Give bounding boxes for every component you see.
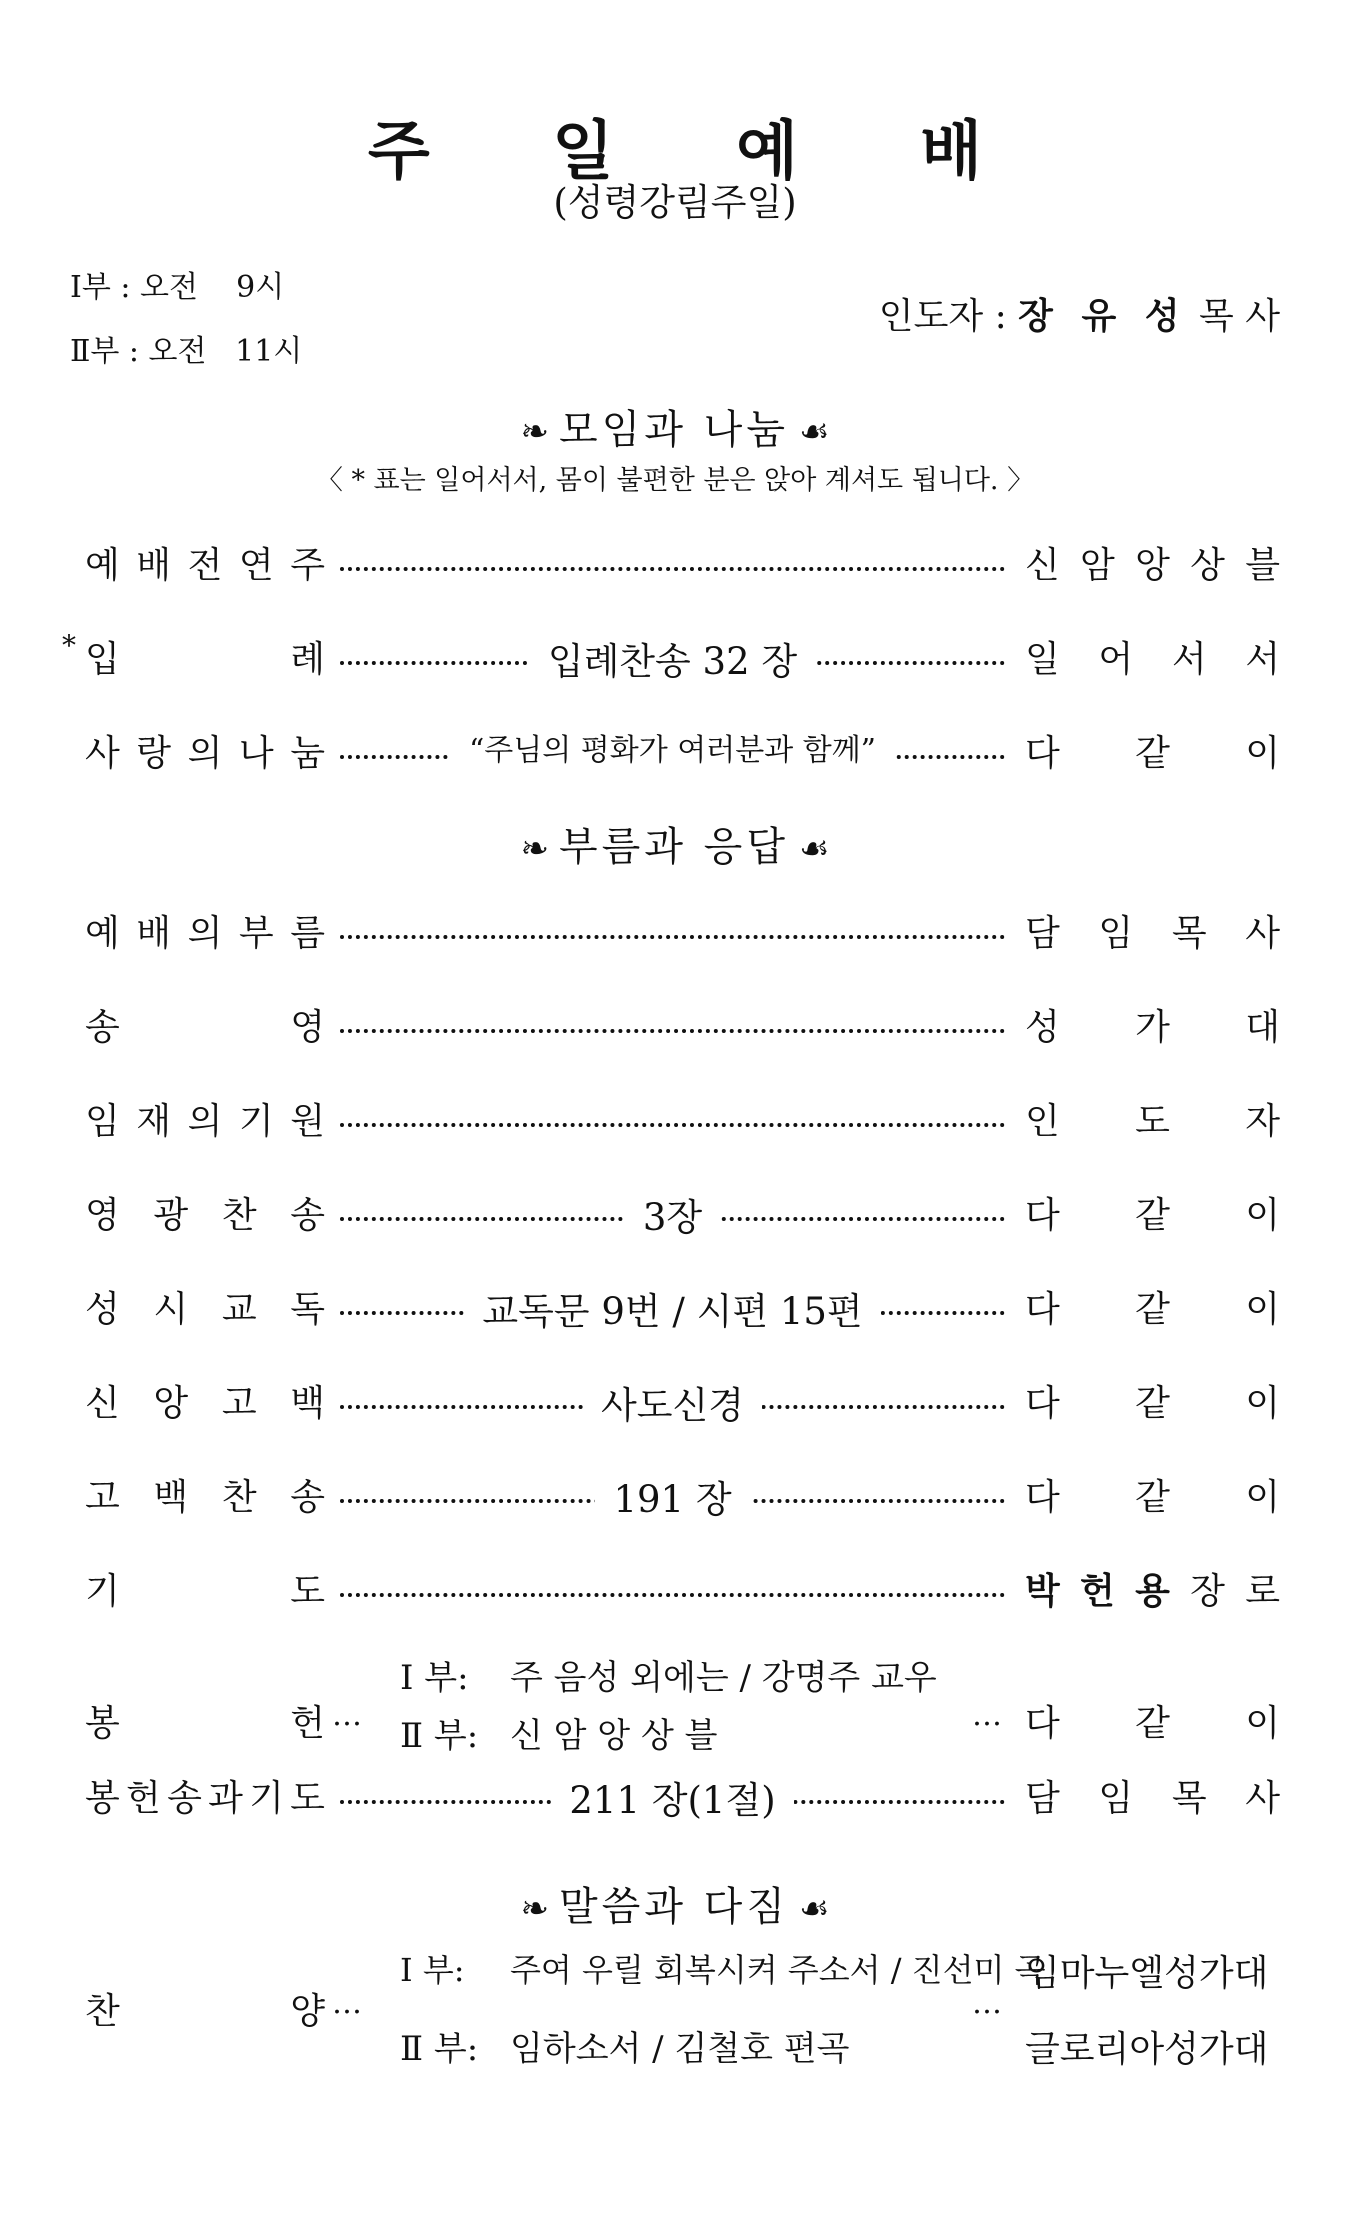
service-time-1: Ⅰ부 : 오전 9시 <box>70 270 285 305</box>
service-row <box>0 537 1350 597</box>
anthem-ellipsis-right: … <box>972 1986 1002 2021</box>
row-name: 예 배 의 부 름 <box>85 913 325 954</box>
ornament-left-icon: ❧ <box>520 1889 550 1929</box>
offering-resp: 다 같 이 <box>1025 1703 1280 1744</box>
row-responder: 인 도 자 <box>1025 1101 1280 1142</box>
service-row <box>0 1187 1350 1247</box>
row-responder: 다 같 이 <box>1025 1477 1280 1518</box>
standing-note: 〈 * 표는 일어서서, 몸이 불편한 분은 앉아 계셔도 됩니다. 〉 <box>315 465 1035 496</box>
service-row <box>0 1469 1350 1529</box>
service-row <box>0 725 1350 785</box>
page-title: 주 일 예 배 <box>367 115 1033 189</box>
section-heading-word: ❧ 말씀과 다짐 ☙ <box>520 1884 830 1930</box>
row-responder: 신 암 앙 상 블 <box>1025 545 1280 586</box>
leader-dots <box>340 567 1005 571</box>
row-responder: 박 헌 용 장 로 <box>1025 1571 1280 1612</box>
offering-ellipsis-right: … <box>972 1698 1002 1733</box>
row-detail: 191 장 <box>340 1469 1005 1523</box>
service-time-2: Ⅱ부 : 오전 11시 <box>70 334 303 369</box>
row-name: 고 백 찬 송 <box>85 1477 325 1518</box>
offering-line-2: Ⅱ 부: 신 암 앙 상 블 <box>400 1716 718 1756</box>
leader-dots <box>340 1593 1005 1597</box>
service-row <box>0 1093 1350 1153</box>
service-row <box>0 905 1350 965</box>
anthem-ellipsis-left: … <box>332 1986 362 2021</box>
section-heading-call: ❧ 부름과 응답 ☙ <box>520 824 830 870</box>
row-name: 성 시 교 독 <box>85 1289 325 1330</box>
offering-line-1: Ⅰ 부: 주 음성 외에는 / 강명주 교우 <box>400 1658 937 1698</box>
leader-title: 목 사 <box>1187 296 1280 337</box>
row-name: 영 광 찬 송 <box>85 1195 325 1236</box>
stand-marker: * <box>62 629 76 662</box>
row-responder: 다 같 이 <box>1025 733 1280 774</box>
row-detail: 3장 <box>340 1187 1005 1241</box>
service-row <box>0 1281 1350 1341</box>
leader-dots <box>340 1029 1005 1033</box>
row-detail: 사도신경 <box>340 1375 1005 1429</box>
ornament-right-icon: ☙ <box>798 829 830 869</box>
offering-ellipsis-left: … <box>332 1698 362 1733</box>
ornament-left-icon: ❧ <box>520 829 550 869</box>
ornament-right-icon: ☙ <box>798 412 830 452</box>
leader-label: 인도자 : <box>878 296 1019 337</box>
row-name: 예 배 전 연 주 <box>85 545 325 586</box>
service-row <box>0 631 1350 691</box>
page-subtitle: (성령강림주일) <box>553 181 797 224</box>
anthem-line-2: Ⅱ 부: 임하소서 / 김철호 편곡 <box>400 2029 850 2069</box>
row-name: 사 랑 의 나 눔 <box>85 733 325 774</box>
service-row <box>0 999 1350 1059</box>
leader <box>879 288 1280 339</box>
row-responder: 담 임 목 사 <box>1025 913 1280 954</box>
row-name: 송 영 <box>85 1007 325 1048</box>
row-responder: 다 같 이 <box>1025 1383 1280 1424</box>
row-name: 입 례 <box>85 639 325 680</box>
row-detail: 입례찬송 32 장 <box>340 631 1005 685</box>
row-name: 기 도 <box>85 1571 325 1612</box>
row-responder: 담 임 목 사 <box>1025 1778 1280 1819</box>
row-responder: 일 어 서 서 <box>1025 639 1280 680</box>
row-responder: 성 가 대 <box>1025 1007 1280 1048</box>
anthem-name: 찬 양 <box>85 1991 325 2032</box>
anthem-resp-2: 글로리아성가대 <box>1025 2029 1269 2070</box>
leader-dots <box>340 935 1005 939</box>
row-responder: 다 같 이 <box>1025 1289 1280 1330</box>
service-row <box>0 1770 1350 1830</box>
ornament-right-icon: ☙ <box>798 1889 830 1929</box>
section-heading-gathering: ❧ 모임과 나눔 ☙ <box>520 407 830 453</box>
row-name: 신 앙 고 백 <box>85 1383 325 1424</box>
row-detail: 교독문 9번 / 시편 15편 <box>340 1281 1005 1335</box>
ornament-left-icon: ❧ <box>520 412 550 452</box>
service-row <box>0 1375 1350 1435</box>
anthem-resp-1: 임마누엘성가대 <box>1025 1953 1269 1994</box>
anthem-line-1: Ⅰ 부: 주여 우릴 회복시켜 주소서 / 진선미 곡 <box>400 1951 1046 1989</box>
row-detail: 211 장(1절) <box>340 1770 1005 1824</box>
row-responder: 다 같 이 <box>1025 1195 1280 1236</box>
row-detail: “주님의 평화가 여러분과 함께” <box>340 725 1005 769</box>
service-row <box>0 1563 1350 1623</box>
row-name: 봉 헌 송 과 기 도 <box>85 1778 325 1819</box>
row-name: 임 재 의 기 원 <box>85 1101 325 1142</box>
leader-dots <box>340 1123 1005 1127</box>
offering-name: 봉 헌 <box>85 1703 325 1744</box>
leader-name: 장 유 성 <box>1018 296 1188 337</box>
